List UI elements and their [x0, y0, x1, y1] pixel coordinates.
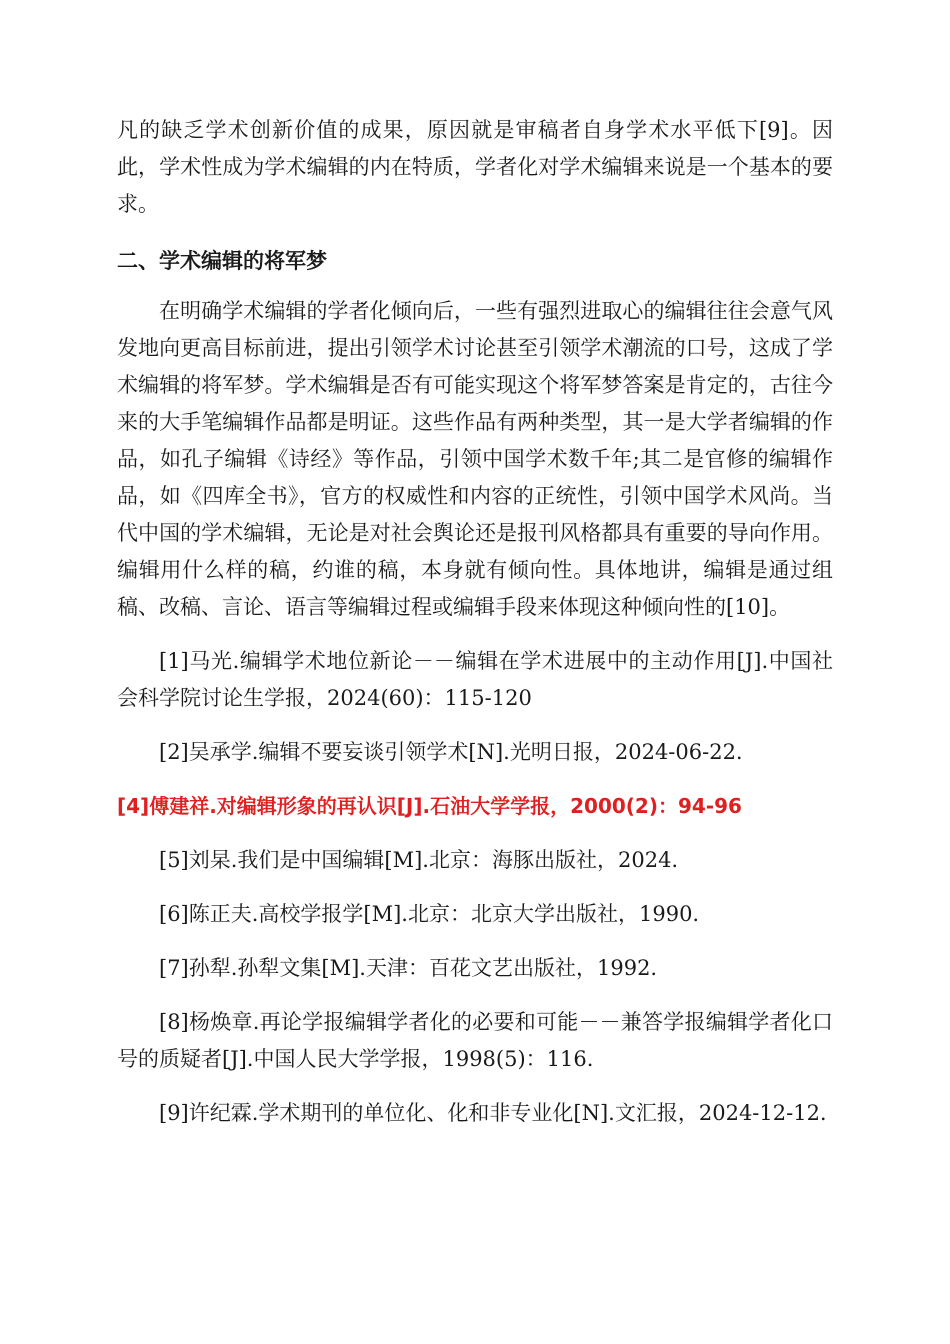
intro-paragraph: 凡的缺乏学术创新价值的成果，原因就是审稿者自身学术水平低下[9]。因此，学术性成为学术编辑的内在特质，学者化对学术编辑来说是一个基本的要求。 — [117, 118, 833, 216]
reference-9: [9]许纪霖.学术期刊的单位化、化和非专业化[N].文汇报，2024-12-12. — [159, 1101, 827, 1125]
section-body-paragraph: 在明确学术编辑的学者化倾向后，一些有强烈进取心的编辑往往会意气风发地向更高目标前进，提出引领学术讨论甚至引领学术潮流的口号，这成了学术编辑的将军梦。学术编辑是否有可能实现这个将军梦答案是肯定的，古往今来的大手笔编辑作品都是明证。这些作品有两种类型，其一是大学者编辑的作品，如孔子编辑《诗经》等作品，引领中国学术数千年;其二是官修的编辑作品，如《四库全书》，官方的权威性和内容的正统性，引领中国学术风尚。当代中国的学术编辑，无论是对社会舆论还是报刊风格都具有重要的导向作用。编辑用什么样的稿，约谁的稿，本身就有倾向性。具体地讲，编辑是通过组稿、改稿、言论、语言等编辑过程或编辑手段来体现这种倾向性的[10]。 — [117, 299, 833, 619]
reference-4-highlighted: [4]傅建祥.对编辑形象的再认识[J].石油大学学报，2000(2)：94-96 — [117, 794, 742, 818]
reference-2: [2]吴承学.编辑不要妄谈引领学术[N].光明日报，2024-06-22. — [159, 740, 743, 764]
section-heading: 二、学术编辑的将军梦 — [117, 249, 327, 273]
reference-7: [7]孙犁.孙犁文集[M].天津：百花文艺出版社，1992. — [159, 956, 658, 980]
reference-8: [8]杨焕章.再论学报编辑学者化的必要和可能－－兼答学报编辑学者化口号的质疑者[J].中国人民大学学报，1998(5)：116. — [117, 1010, 833, 1071]
reference-5: [5]刘杲.我们是中国编辑[M].北京：海豚出版社，2024. — [159, 848, 679, 872]
reference-1: [1]马光.编辑学术地位新论－－编辑在学术进展中的主动作用[J].中国社会科学院讨论生学报，2024(60)：115-120 — [117, 649, 833, 710]
document-page — [117, 112, 833, 1149]
reference-6: [6]陈正夫.高校学报学[M].北京：北京大学出版社，1990. — [159, 902, 700, 926]
